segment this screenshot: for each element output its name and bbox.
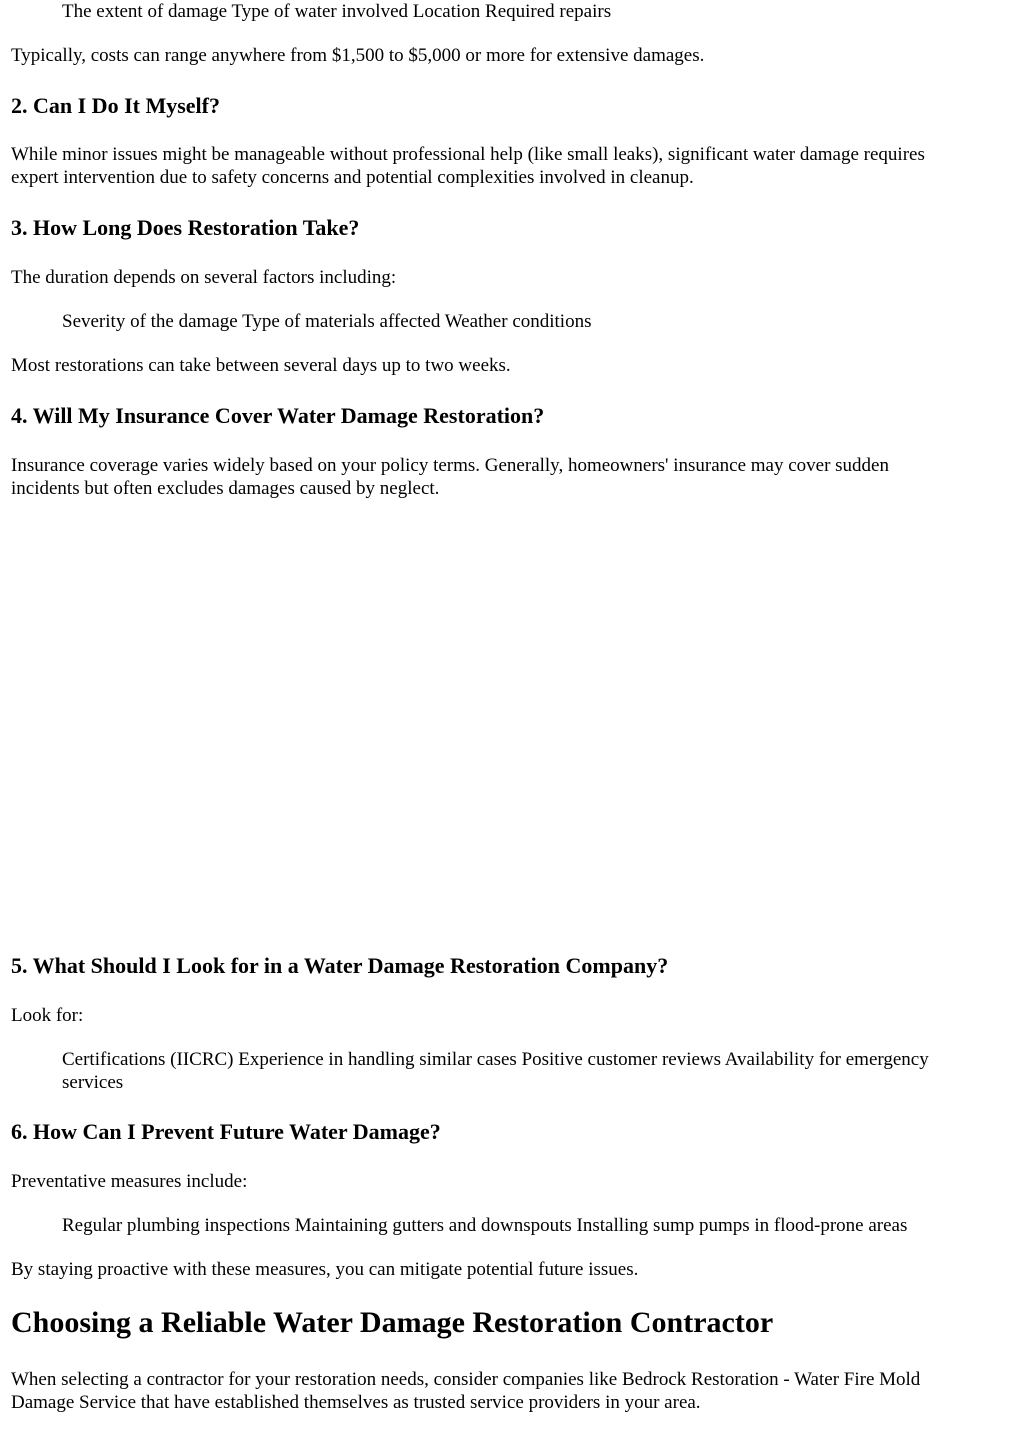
q5-intro: Look for: [11,1005,84,1026]
q4-answer-line1: Insurance coverage varies widely based on your policy terms. Generally, homeowners' insurance may cover sudden [11,455,889,476]
damage-factors-list: The extent of damage Type of water involved Location Required repairs [62,1,612,22]
q6-intro: Preventative measures include: [11,1171,248,1192]
q3-intro: The duration depends on several factors including: [11,267,397,288]
q3-heading: 3. How Long Does Restoration Take? [11,215,360,240]
q4-answer-line2: incidents but often excludes damages caused by neglect. [11,478,440,499]
contractor-paragraph-line1: When selecting a contractor for your restoration needs, consider companies like Bedrock Restoration - Water Fire Mold [11,1369,921,1390]
q6-measures-list: Regular plumbing inspections Maintaining gutters and downspouts Installing sump pumps in flood-prone areas [62,1215,908,1236]
q5-heading: 5. What Should I Look for in a Water Damage Restoration Company? [11,953,669,978]
q6-heading: 6. How Can I Prevent Future Water Damage? [11,1119,441,1144]
q6-summary: By staying proactive with these measures, you can mitigate potential future issues. [11,1259,639,1280]
q5-criteria-list-line1: Certifications (IICRC) Experience in handling similar cases Positive customer reviews Availability for emergency [62,1049,929,1070]
cost-range-paragraph: Typically, costs can range anywhere from $1,500 to $5,000 or more for extensive damages. [11,45,705,66]
q5-criteria-list-line2: services [62,1072,124,1093]
q3-factors-list: Severity of the damage Type of materials affected Weather conditions [62,311,592,332]
q3-summary: Most restorations can take between several days up to two weeks. [11,355,511,376]
q4-heading: 4. Will My Insurance Cover Water Damage Restoration? [11,403,545,428]
q2-answer-line2: expert intervention due to safety concerns and potential complexities involved in cleanup. [11,167,694,188]
q2-answer-line1: While minor issues might be manageable without professional help (like small leaks), significant water damage requires [11,144,925,165]
contractor-paragraph-line2: Damage Service that have established themselves as trusted service providers in your area. [11,1392,701,1413]
contractor-section-heading: Choosing a Reliable Water Damage Restoration Contractor [11,1306,774,1339]
q2-heading: 2. Can I Do It Myself? [11,93,220,118]
